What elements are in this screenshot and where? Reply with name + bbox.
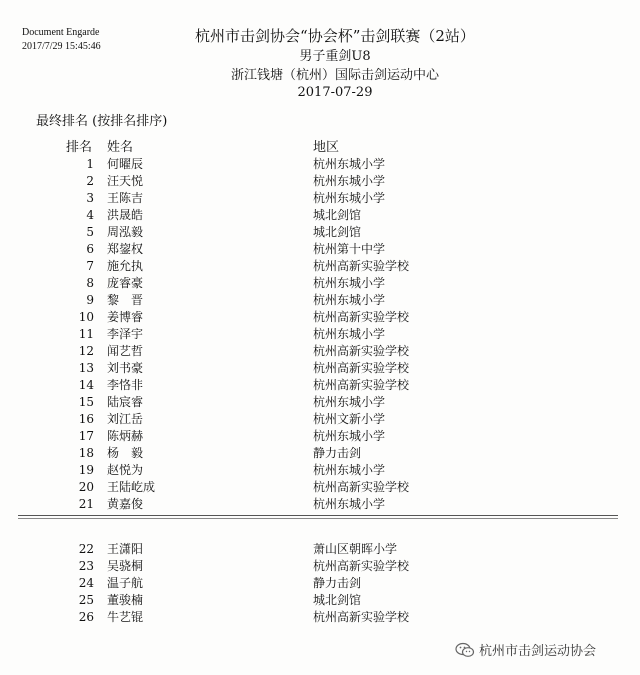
page-break-line [18, 515, 618, 516]
name-cell: 陆宸睿 [107, 395, 144, 409]
table-row [0, 275, 640, 292]
region-cell: 杭州东城小学 [313, 157, 386, 171]
region-cell: 杭州东城小学 [313, 191, 386, 205]
table-row [0, 558, 640, 575]
name-cell: 刘书豪 [107, 361, 144, 375]
watermark [455, 640, 596, 659]
table-row [0, 609, 640, 626]
region-cell: 杭州东城小学 [313, 293, 386, 307]
table-row [0, 241, 640, 258]
section-title: 最终排名 (按排名排序) [36, 114, 168, 129]
rank-cell: 12 [78, 344, 94, 358]
table-row [0, 496, 640, 513]
name-cell: 施允执 [107, 259, 144, 273]
region-cell: 杭州高新实验学校 [313, 559, 410, 573]
region-cell: 杭州高新实验学校 [313, 344, 410, 358]
region-cell: 杭州高新实验学校 [313, 378, 410, 392]
rank-cell: 24 [78, 576, 94, 590]
table-row [0, 309, 640, 326]
rank-cell: 4 [86, 208, 94, 222]
table-row [0, 445, 640, 462]
ranking-table [0, 156, 640, 626]
region-cell: 静力击剑 [313, 576, 362, 590]
table-row [0, 411, 640, 428]
name-cell: 姜博睿 [107, 310, 144, 324]
region-cell: 杭州第十中学 [313, 242, 386, 256]
name-cell: 杨 毅 [107, 446, 144, 460]
region-cell: 城北剑馆 [313, 225, 362, 239]
table-row [0, 462, 640, 479]
rank-cell: 20 [78, 480, 94, 494]
rank-cell: 8 [86, 276, 94, 290]
rank-cell: 9 [86, 293, 94, 307]
table-row [0, 343, 640, 360]
venue-name: 浙江钱塘（杭州）国际击剑运动中心 [230, 68, 439, 83]
rank-cell: 7 [86, 259, 94, 273]
name-cell: 洪晟皓 [107, 208, 144, 222]
wechat-icon [455, 642, 475, 658]
rank-cell: 14 [78, 378, 94, 392]
rank-cell: 10 [78, 310, 94, 324]
rank-cell: 3 [86, 191, 94, 205]
table-row [0, 173, 640, 190]
region-cell: 杭州高新实验学校 [313, 361, 410, 375]
rank-cell: 18 [78, 446, 94, 460]
region-cell: 杭州东城小学 [313, 276, 386, 290]
region-cell: 杭州高新实验学校 [313, 610, 410, 624]
watermark-text: 杭州市击剑运动协会 [479, 644, 597, 659]
rank-cell: 6 [86, 242, 94, 256]
region-cell: 杭州东城小学 [313, 497, 386, 511]
region-cell: 萧山区朝晖小学 [313, 542, 398, 556]
name-cell: 王陈吉 [107, 191, 144, 205]
region-cell: 杭州东城小学 [313, 174, 386, 188]
name-cell: 李恪非 [107, 378, 144, 392]
table-row [0, 541, 640, 558]
region-cell: 城北剑馆 [313, 208, 362, 222]
region-cell: 杭州东城小学 [313, 463, 386, 477]
doc-source: Document Engarde [22, 27, 100, 38]
region-cell: 城北剑馆 [313, 593, 362, 607]
event-name: 男子重剑U8 [299, 49, 371, 64]
name-cell: 汪天悦 [107, 174, 144, 188]
table-row [0, 224, 640, 241]
name-cell: 刘江岳 [107, 412, 144, 426]
name-cell: 赵悦为 [107, 463, 144, 477]
rank-cell: 21 [78, 497, 94, 511]
rank-cell: 1 [86, 157, 94, 171]
table-row [0, 360, 640, 377]
name-cell: 温子航 [107, 576, 144, 590]
rank-cell: 25 [78, 593, 94, 607]
name-cell: 董骏楠 [107, 593, 144, 607]
name-cell: 黎 晋 [107, 293, 144, 307]
table-row [0, 592, 640, 609]
rank-cell: 16 [78, 412, 94, 426]
table-row [0, 394, 640, 411]
rank-cell: 26 [78, 610, 94, 624]
rank-cell: 11 [78, 327, 94, 341]
rank-cell: 19 [78, 463, 94, 477]
rank-cell: 2 [86, 174, 94, 188]
region-cell: 杭州高新实验学校 [313, 480, 410, 494]
column-header-name: 姓名 [107, 140, 134, 155]
doc-datetime: 2017/7/29 15:45:46 [22, 41, 101, 52]
table-row [0, 326, 640, 343]
table-row [0, 207, 640, 224]
region-cell: 杭州高新实验学校 [313, 310, 410, 324]
name-cell: 黄嘉俊 [107, 497, 144, 511]
region-cell: 静力击剑 [313, 446, 362, 460]
name-cell: 牛艺锟 [107, 610, 144, 624]
name-cell: 吴骁桐 [107, 559, 144, 573]
rank-cell: 5 [86, 225, 94, 239]
rank-cell: 15 [78, 395, 94, 409]
table-row [0, 479, 640, 496]
column-header-region: 地区 [313, 140, 340, 155]
table-row [0, 258, 640, 275]
name-cell: 闻艺哲 [107, 344, 144, 358]
region-cell: 杭州东城小学 [313, 327, 386, 341]
table-row [0, 377, 640, 394]
page-title: 杭州市击剑协会“协会杯”击剑联赛（2站） [195, 27, 475, 45]
page-break-line [18, 518, 618, 519]
rank-cell: 23 [78, 559, 94, 573]
table-row [0, 190, 640, 207]
table-row [0, 292, 640, 309]
name-cell: 王陆屹成 [107, 480, 156, 494]
region-cell: 杭州文新小学 [313, 412, 386, 426]
region-cell: 杭州东城小学 [313, 395, 386, 409]
table-row [0, 156, 640, 173]
name-cell: 王潇阳 [107, 542, 144, 556]
region-cell: 杭州东城小学 [313, 429, 386, 443]
name-cell: 李泽宇 [107, 327, 144, 341]
column-header-rank: 排名 [66, 140, 93, 155]
table-row [0, 575, 640, 592]
name-cell: 何曜辰 [107, 157, 144, 171]
name-cell: 陈炳赫 [107, 429, 144, 443]
name-cell: 周泓毅 [107, 225, 144, 239]
event-date: 2017-07-29 [297, 85, 373, 100]
table-row [0, 428, 640, 445]
rank-cell: 22 [78, 542, 94, 556]
name-cell: 庞睿豪 [107, 276, 144, 290]
region-cell: 杭州高新实验学校 [313, 259, 410, 273]
name-cell: 郑鋆权 [107, 242, 144, 256]
rank-cell: 13 [78, 361, 94, 375]
rank-cell: 17 [78, 429, 94, 443]
